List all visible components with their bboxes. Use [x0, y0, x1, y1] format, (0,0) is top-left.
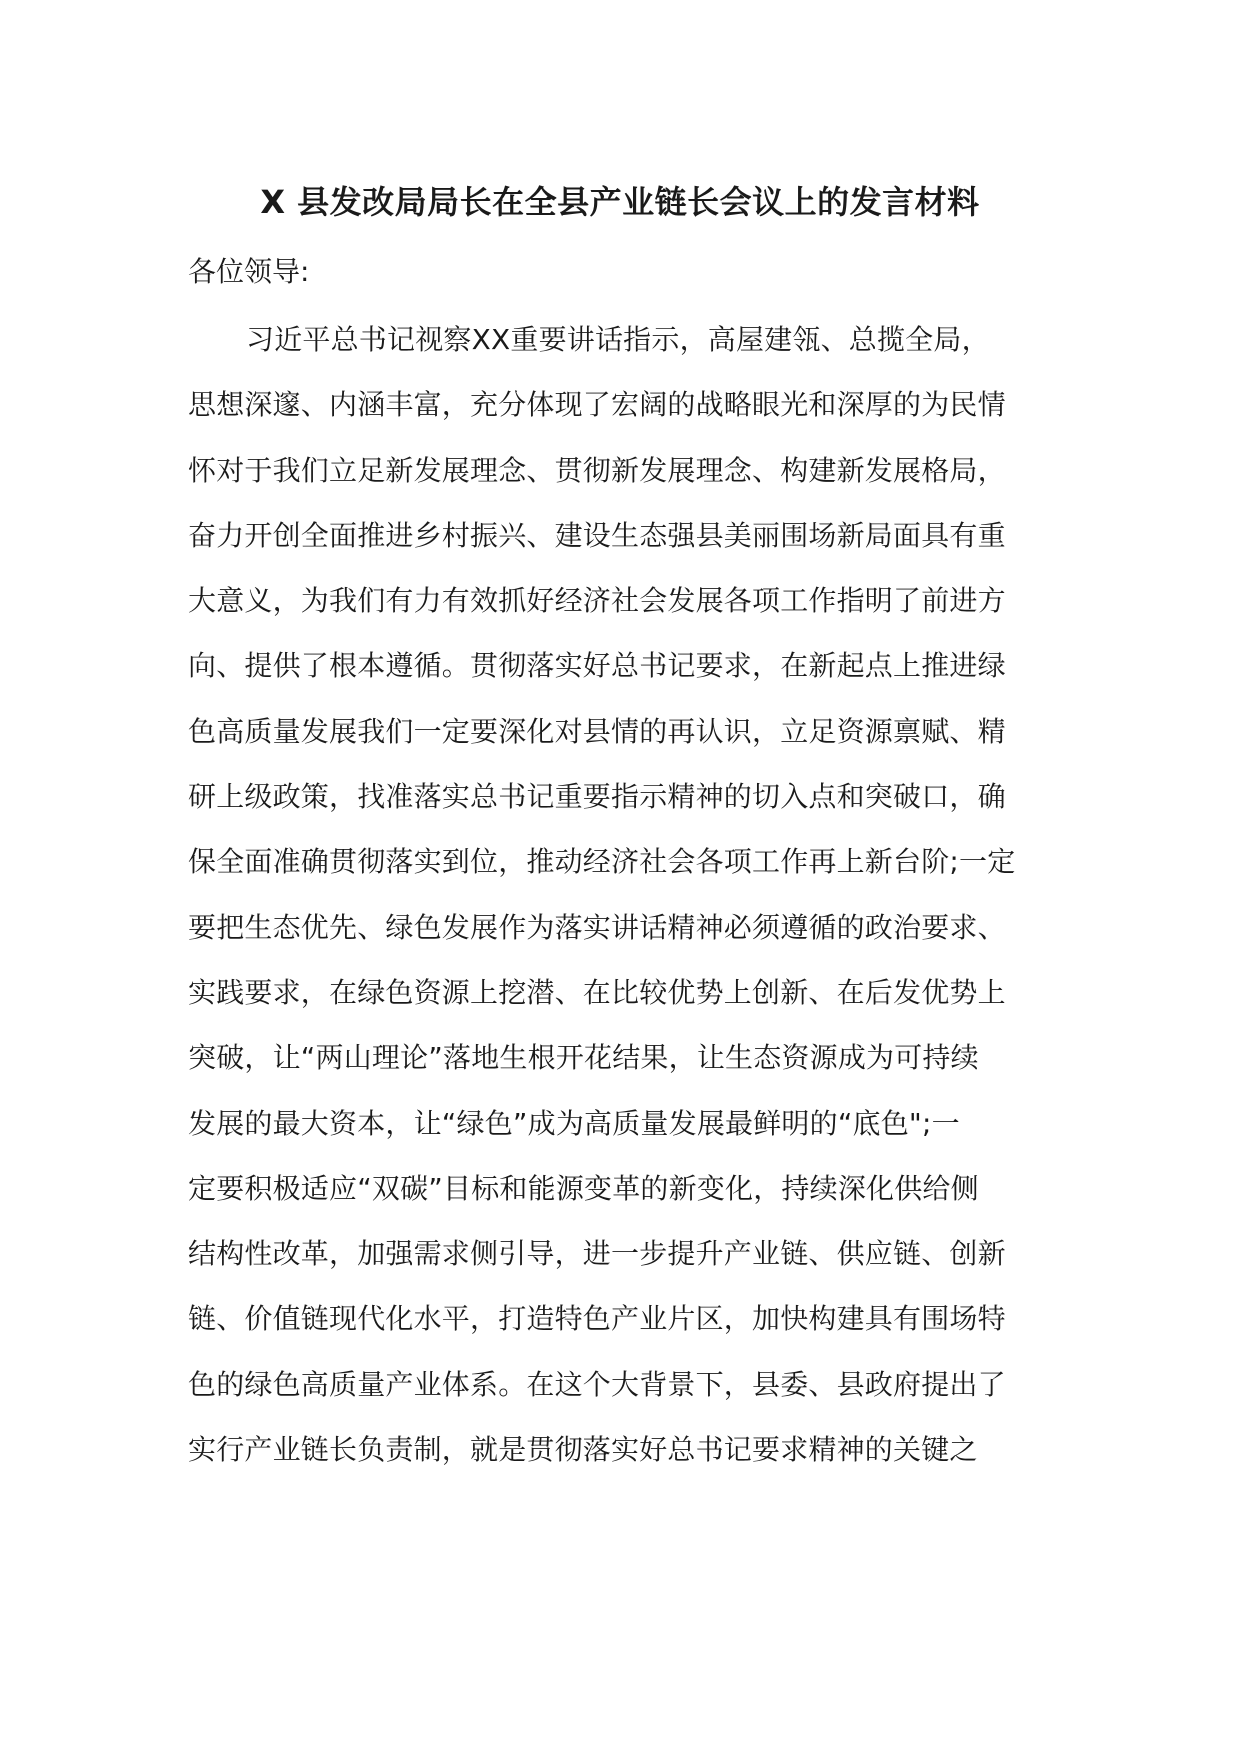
body-line: 色的绿色高质量产业体系。在这个大背景下，县委、县政府提出了 [188, 1367, 1006, 1401]
body-line: 习近平总书记视察XX重要讲话指示，高屋建瓴、总揽全局， [246, 323, 990, 356]
body-line: 奋力开创全面推进乡村振兴、建设生态强县美丽围场新局面具有重 [188, 518, 1006, 552]
body-line: 要把生态优先、绿色发展作为落实讲话精神必须遵循的政治要求、 [188, 910, 1006, 944]
body-line: 突破，让“两山理论”落地生根开花结果，让生态资源成为可持续 [188, 1041, 979, 1075]
body-line: 结构性改革，加强需求侧引导，进一步提升产业链、供应链、创新 [188, 1237, 1006, 1271]
document-title: X 县发改局局长在全县产业链长会议上的发言材料 [260, 183, 980, 221]
body-line: 色高质量发展我们一定要深化对县情的再认识，立足资源禀赋、精 [188, 714, 1006, 748]
body-line: 思想深邃、内涵丰富，充分体现了宏阔的战略眼光和深厚的为民情 [188, 388, 1006, 422]
body-line: 怀对于我们立足新发展理念、贯彻新发展理念、构建新发展格局， [188, 453, 1006, 487]
body-line: 保全面准确贯彻落实到位，推动经济社会各项工作再上新台阶;一定 [188, 845, 1016, 879]
body-line: 向、提供了根本遵循。贯彻落实好总书记要求，在新起点上推进绿 [188, 649, 1006, 683]
body-line: 定要积极适应“双碳”目标和能源变革的新变化，持续深化供给侧 [188, 1171, 979, 1205]
body-paragraph [188, 307, 1038, 1482]
body-line: 实行产业链长负责制，就是贯彻落实好总书记要求精神的关键之 [188, 1433, 978, 1467]
salutation: 各位领导: [188, 255, 310, 288]
body-line: 链、价值链现代化水平，打造特色产业片区，加快构建具有围场特 [188, 1302, 1006, 1336]
body-line: 大意义，为我们有力有效抓好经济社会发展各项工作指明了前进方 [188, 584, 1006, 618]
body-line: 实践要求，在绿色资源上挖潜、在比较优势上创新、在后发优势上 [188, 975, 1006, 1009]
body-line: 发展的最大资本，让“绿色”成为高质量发展最鲜明的“底色";一 [188, 1106, 960, 1140]
body-line: 研上级政策，找准落实总书记重要指示精神的切入点和突破口，确 [188, 780, 1006, 814]
